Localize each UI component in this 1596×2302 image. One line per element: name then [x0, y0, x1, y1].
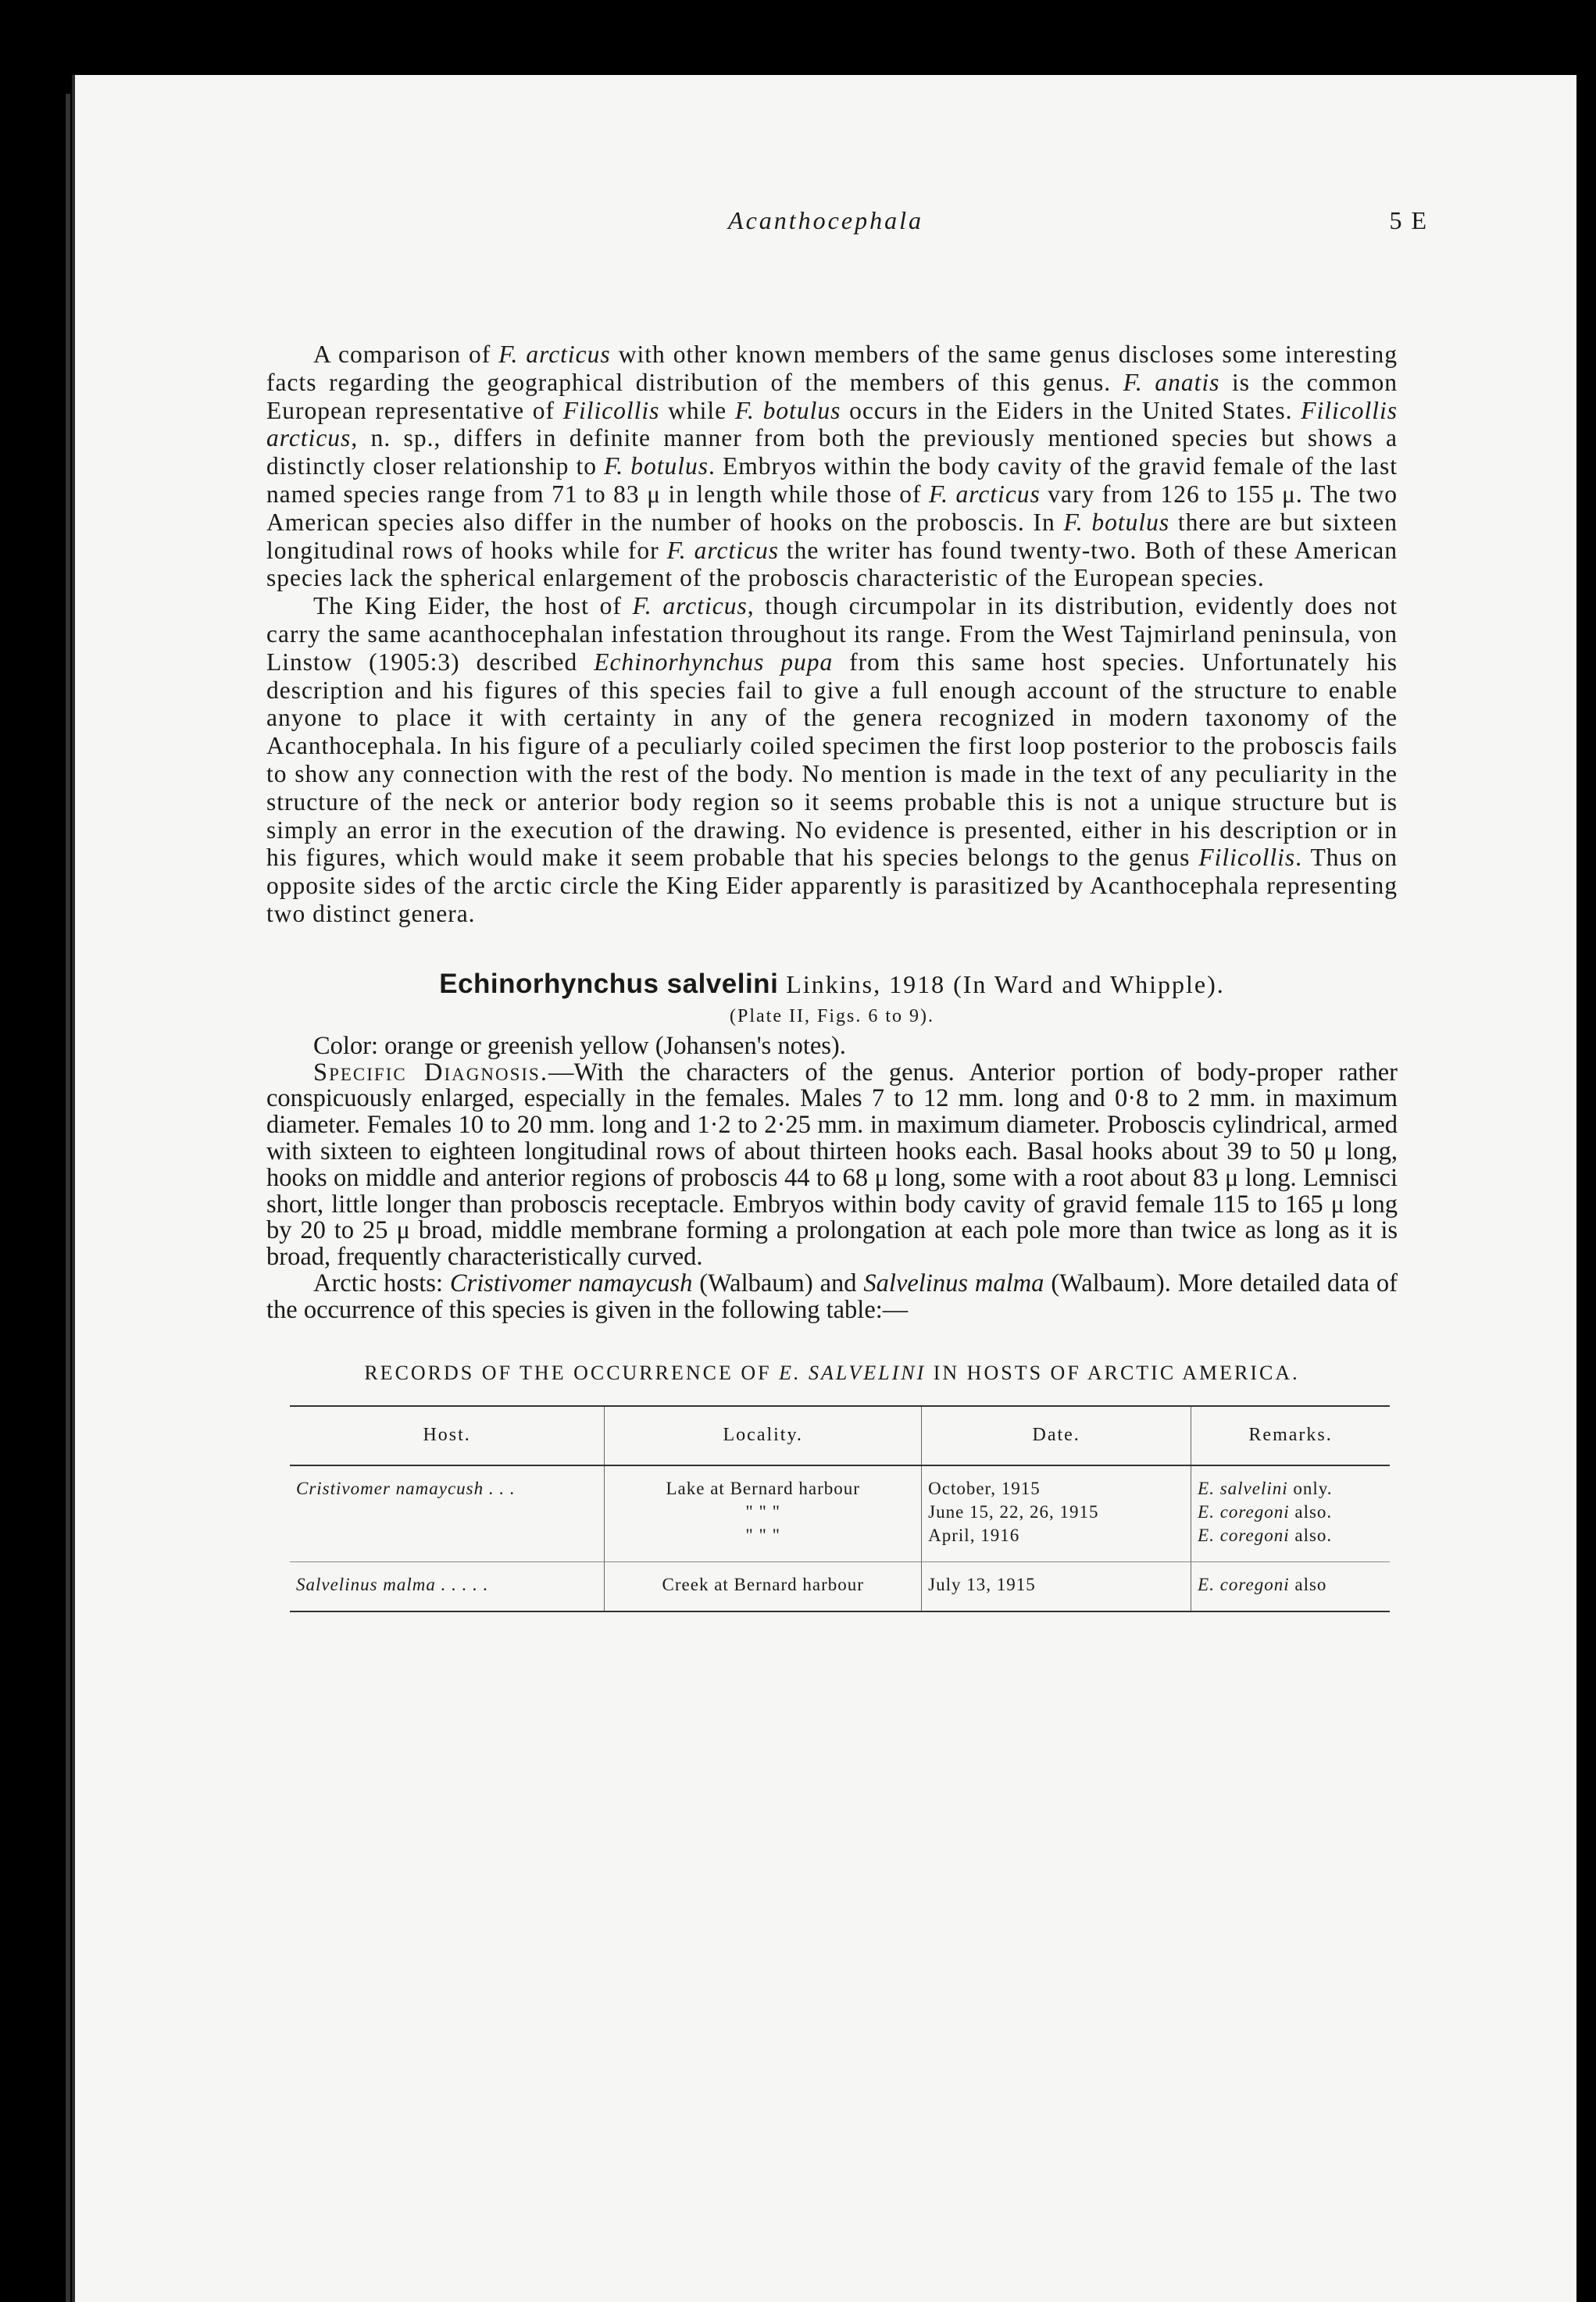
text-run: (Walbaum) and: [692, 1269, 864, 1297]
text-run: . Embryos within the body cavity of the gravid female of the last named species range from 71 to 83 μ in length while those of: [266, 452, 1398, 508]
page-body: [266, 341, 1398, 1612]
remark-note: also: [1289, 1574, 1327, 1594]
running-head: Acanthocephala: [728, 206, 923, 234]
locality-cell: [605, 1465, 922, 1562]
column-header-locality: Locality.: [605, 1406, 922, 1465]
table-header-row: [290, 1406, 1390, 1465]
occurrence-table: [290, 1405, 1390, 1612]
italic-term: Filicollis: [562, 396, 660, 424]
date-cell: [922, 1465, 1191, 1562]
species-name: Echinorhynchus salvelini: [439, 968, 779, 999]
date-line: April, 1916: [928, 1525, 1020, 1545]
remark-species: E. coregoni: [1198, 1574, 1290, 1594]
table-row: [290, 1561, 1390, 1611]
text-run: (Walbaum). More detailed data of the occurrence of this species is given in the following table:—: [266, 1269, 1398, 1324]
host-name: Cristivomer namaycush . . .: [296, 1478, 516, 1498]
column-header-date: Date.: [922, 1406, 1191, 1465]
text-run: occurs in the Eiders in the United States.: [841, 396, 1301, 424]
color-note: Color: orange or greenish yellow (Johansen's notes).: [313, 1031, 846, 1060]
column-header-host: Host.: [290, 1406, 605, 1465]
paragraph-filicollis-comparison: [266, 341, 1398, 592]
species-heading: [266, 969, 1398, 1000]
remarks-cell: [1191, 1561, 1390, 1611]
book-spine-edge: [66, 94, 70, 2302]
remark-line: [1198, 1477, 1384, 1501]
text-run: with other known members of the same genus discloses some interesting facts regarding the geographical distribution of the members of this genus.: [266, 341, 1398, 396]
text-run: A comparison of: [313, 341, 499, 368]
arctic-hosts-paragraph: [266, 1271, 1398, 1324]
text-run: , though circumpolar in its distribution, evidently does not carry the same acanthocephalan infestation throughout its range. From the West Tajmirland peninsula, von Linstow (1905:3) described: [266, 592, 1398, 676]
text-run: Arctic hosts:: [313, 1269, 450, 1297]
column-header-remarks: Remarks.: [1191, 1406, 1390, 1465]
remark-species: E. coregoni: [1198, 1501, 1290, 1522]
table-title: RECORDS OF THE OCCURRENCE OF E. SALVELINI IN HOSTS OF ARCTIC AMERICA.: [364, 1361, 1300, 1384]
host-cell: [290, 1561, 605, 1611]
italic-term: F. arcticus: [666, 536, 779, 564]
paragraph-king-eider: [266, 592, 1398, 928]
text-run: is the common European representative of: [266, 368, 1398, 424]
remark-species: E. salvelini: [1198, 1478, 1288, 1498]
locality-line: " " ": [745, 1501, 781, 1522]
remark-note: also.: [1289, 1525, 1333, 1545]
date-line: July 13, 1915: [928, 1574, 1036, 1594]
italic-term: Echinorhynchus pupa: [594, 648, 834, 676]
remark-note: only.: [1287, 1478, 1333, 1498]
locality-line: Creek at Bernard harbour: [662, 1574, 864, 1594]
remark-line: [1198, 1524, 1384, 1547]
page-number: 5 E: [1389, 206, 1428, 234]
locality-cell: [605, 1561, 922, 1611]
italic-term: F. botulus: [604, 452, 709, 480]
text-run: The King Eider, the host of: [313, 592, 633, 620]
text-run: vary from 126 to 155 μ. The two American species also differ in the number of hooks on the proboscis. In: [266, 480, 1398, 536]
species-authority: Linkins, 1918 (In Ward and Whipple).: [778, 969, 1225, 998]
diagnosis-text: —With the characters of the genus. Anterior portion of body-proper rather conspicuously enlarged, especially in the females. Males 7 to 12 mm. long and 0·8 to 2 mm. in maximum diameter. Females 10 to 20 mm. long and 1·2 to 2·25 mm. in maximum diameter. Proboscis cylindrical, armed with sixteen to eighteen longitudinal rows of about thirteen hooks each. Basal hooks about 39 to 50 μ long, hooks on middle and anterior regions of proboscis 44 to 68 μ long, some with a root about 83 μ long. Lemnisci short, little longer than proboscis receptacle. Embryos within body cavity of gravid female 115 to 165 μ long by 20 to 25 μ broad, middle membrane forming a prolongation at each pole more than twice as long as it is broad, frequently characteristically curved.: [266, 1058, 1398, 1272]
text-run: there are but sixteen longitudinal rows of hooks while for: [266, 508, 1398, 564]
italic-term: Filicollis: [1198, 844, 1296, 872]
text-run: , n. sp., differs in definite manner from both the previously mentioned species but shows a distinctly closer relationship to: [266, 424, 1398, 480]
specific-diagnosis: [266, 1060, 1398, 1271]
locality-line: Lake at Bernard harbour: [666, 1478, 860, 1498]
date-line: October, 1915: [928, 1478, 1041, 1498]
italic-term: Filicollis arcticus: [266, 396, 1398, 452]
remark-line: [1198, 1501, 1384, 1524]
date-line: June 15, 22, 26, 1915: [928, 1501, 1099, 1522]
italic-term: F. botulus: [1063, 508, 1170, 536]
host-name: Salvelinus malma . . . . .: [296, 1574, 489, 1594]
italic-term: F. anatis: [1123, 368, 1220, 396]
text-run: while: [659, 396, 735, 424]
italic-term: Cristivomer namaycush: [449, 1269, 693, 1297]
remark-species: E. coregoni: [1198, 1525, 1290, 1545]
diagnosis-label: Specific Diagnosis.: [313, 1058, 548, 1087]
italic-term: F. arcticus: [632, 592, 748, 620]
locality-line: " " ": [745, 1525, 781, 1545]
scanned-page: [72, 75, 1576, 2302]
date-cell: [922, 1561, 1191, 1611]
italic-term: F. botulus: [734, 396, 841, 424]
italic-term: Salvelinus malma: [863, 1269, 1044, 1297]
plate-reference: (Plate II, Figs. 6 to 9).: [730, 1005, 934, 1026]
italic-term: F. arcticus: [498, 341, 611, 368]
text-run: the writer has found twenty-two. Both of these American species lack the spherical enlargement of the proboscis characteristic of the European species.: [266, 536, 1398, 592]
remark-note: also.: [1289, 1501, 1333, 1522]
remark-line: [1198, 1573, 1384, 1597]
text-run: from this same host species. Unfortunately his description and his figures of this species fail to give a full enough account of the structure to enable anyone to place it with certainty in any of the genera recognized in modern taxonomy of the Acanthocephala. In his figure of a peculiarly coiled specimen the first loop posterior to the proboscis fails to show any connection with the rest of the body. No mention is made in the text of any peculiarity in the structure of the neck or anterior body region so it seems probable this is not a unique structure but is simply an error in the execution of the drawing. No evidence is presented, either in his description or in his figures, which would make it seem probable that his species belongs to the genus: [266, 648, 1398, 872]
page-header: [75, 206, 1576, 253]
table-row: [290, 1465, 1390, 1562]
host-cell: [290, 1465, 605, 1562]
text-run: . Thus on opposite sides of the arctic circle the King Eider apparently is parasitized by Acanthocephala representing two distinct genera.: [266, 844, 1398, 927]
remarks-cell: [1191, 1465, 1390, 1562]
italic-term: F. arcticus: [928, 480, 1041, 508]
